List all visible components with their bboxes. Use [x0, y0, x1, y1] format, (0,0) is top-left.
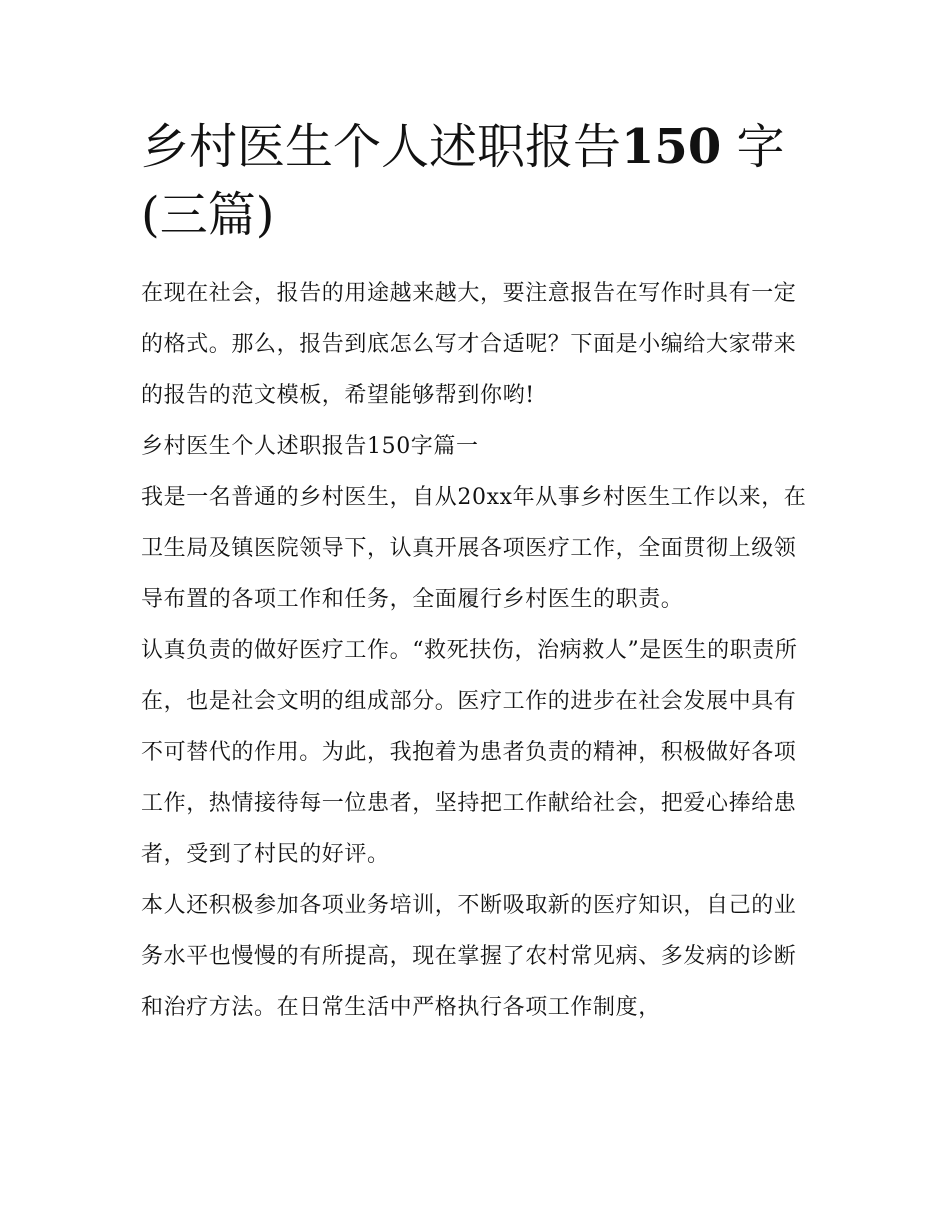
title-line2: (三篇)	[141, 187, 275, 243]
document-page	[141, 113, 813, 1033]
intro-paragraph: 在现在社会，报告的用途越来越大，要注意报告在写作时具有一定的格式。那么，报告到底怎么写才合适呢？下面是小编给大家带来的报告的范文模板，希望能够帮到你哟!	[141, 281, 797, 408]
body-paragraph: 本人还积极参加各项业务培训，不断吸取新的医疗知识，自己的业务水平也慢慢的有所提高，现在掌握了农村常见病、多发病的诊断和治疗方法。在日常生活中严格执行各项工作制度，	[141, 893, 797, 1020]
document-title	[141, 113, 813, 249]
title-number: 150	[621, 119, 722, 175]
title-prefix: 乡村医生个人述职报告	[141, 119, 622, 175]
title-suffix: 字	[736, 119, 785, 175]
body-paragraph: 认真负责的做好医疗工作。“救死扶伤，治病救人”是医生的职责所在，也是社会文明的组成部分。医疗工作的进步在社会发展中具有不可替代的作用。为此，我抱着为患者负责的精神，积极做好各项工作，热情接待每一位患者，坚持把工作献给社会，把爱心捧给患者，受到了村民的好评。	[141, 638, 798, 867]
body-paragraph: 我是一名普通的乡村医生，自从20xx年从事乡村医生工作以来，在卫生局及镇医院领导下，认真开展各项医疗工作，全面贯彻上级领导布置的各项工作和任务，全面履行乡村医生的职责。	[141, 485, 807, 612]
document-body	[141, 268, 813, 1033]
section-heading: 乡村医生个人述职报告150字篇一	[141, 434, 479, 459]
